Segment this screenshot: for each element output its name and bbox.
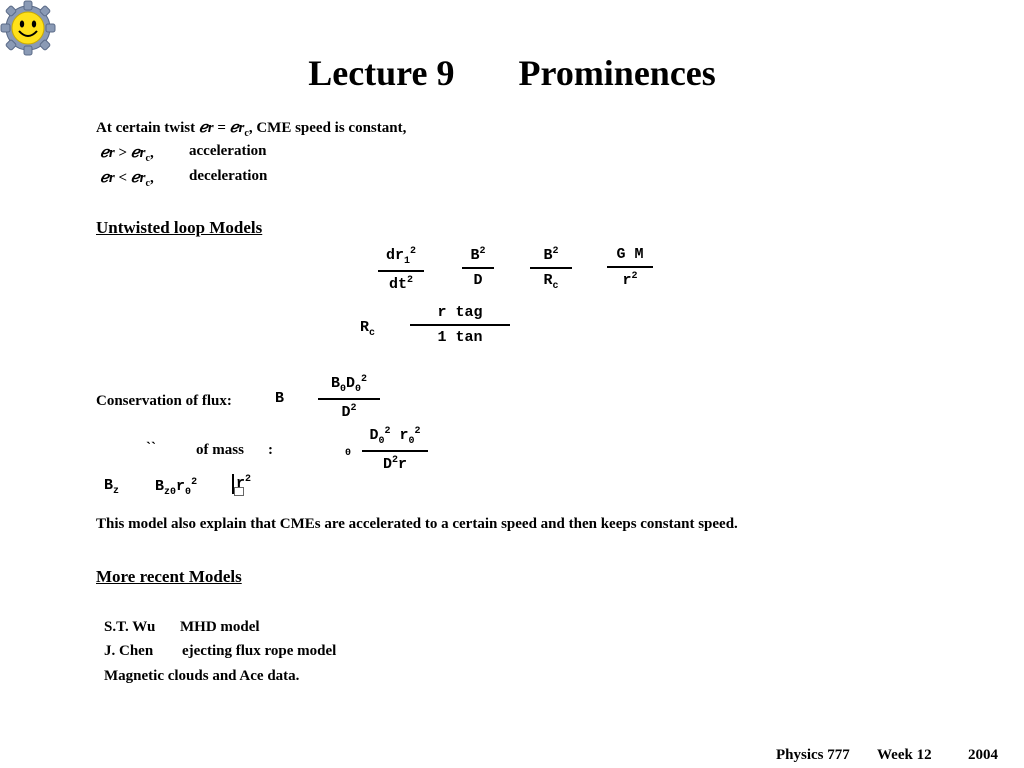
list-item-desc: MHD model (180, 619, 260, 635)
page-title (0, 52, 1024, 94)
fraction-rtag-tan: r tag 1 tan (410, 304, 510, 346)
conservation-flux-label: Conservation of flux: (96, 393, 232, 409)
phi-symbol: ℯr (198, 120, 214, 136)
deceleration-label: deceleration (189, 168, 268, 184)
title-lecture: Lecture 9 (308, 53, 455, 93)
intro-line-2: ℯr > ℯr$_c$, (100, 145, 154, 164)
mass-colon: : (268, 442, 273, 458)
intro-line-3: ℯr < ℯr$_c$, (100, 170, 154, 189)
conservation-mass-label: of mass (196, 442, 244, 458)
list-item: J. Chen (104, 643, 154, 659)
conclusion-text: This model also explain that CMEs are accelerated to a certain speed and then keeps constant speed. (96, 516, 738, 532)
acceleration-label: acceleration (189, 143, 267, 159)
fraction-mass: $D_0^2$ $r_0^2$ $D^2r$ (362, 426, 428, 473)
intro-line-1: At certain twist ℯr = ℯr$_c$, CME speed is constant, (96, 120, 407, 139)
mass-quote: `` (146, 440, 156, 456)
section-heading-untwisted: Untwisted loop Models (96, 218, 263, 237)
fraction-dr-dt: $dr_1^2$ $dt^2$ (378, 246, 424, 293)
fraction-gm-r2: G M $r^2$ (607, 246, 653, 289)
list-item: Magnetic clouds and Ace data. (104, 668, 300, 684)
rc-lhs: $R_c$ (360, 319, 376, 339)
fraction-b2-rc: $B^2$ $R_c$ (530, 246, 572, 292)
smiley-gear-icon (0, 0, 56, 56)
fraction-flux: $B_0D_0^2$ $D^2$ (318, 374, 380, 421)
title-topic: Prominences (518, 53, 716, 93)
footer-week: Week 12 (877, 747, 932, 763)
footer-course: Physics 777 (776, 747, 850, 763)
list-item: S.T. Wu (104, 619, 156, 635)
footer-year: 2004 (968, 747, 998, 763)
section-heading-recent: More recent Models (96, 567, 242, 586)
list-item-desc: ejecting flux rope model (182, 643, 337, 659)
fraction-b2-d: $B^2$ D (462, 246, 494, 289)
